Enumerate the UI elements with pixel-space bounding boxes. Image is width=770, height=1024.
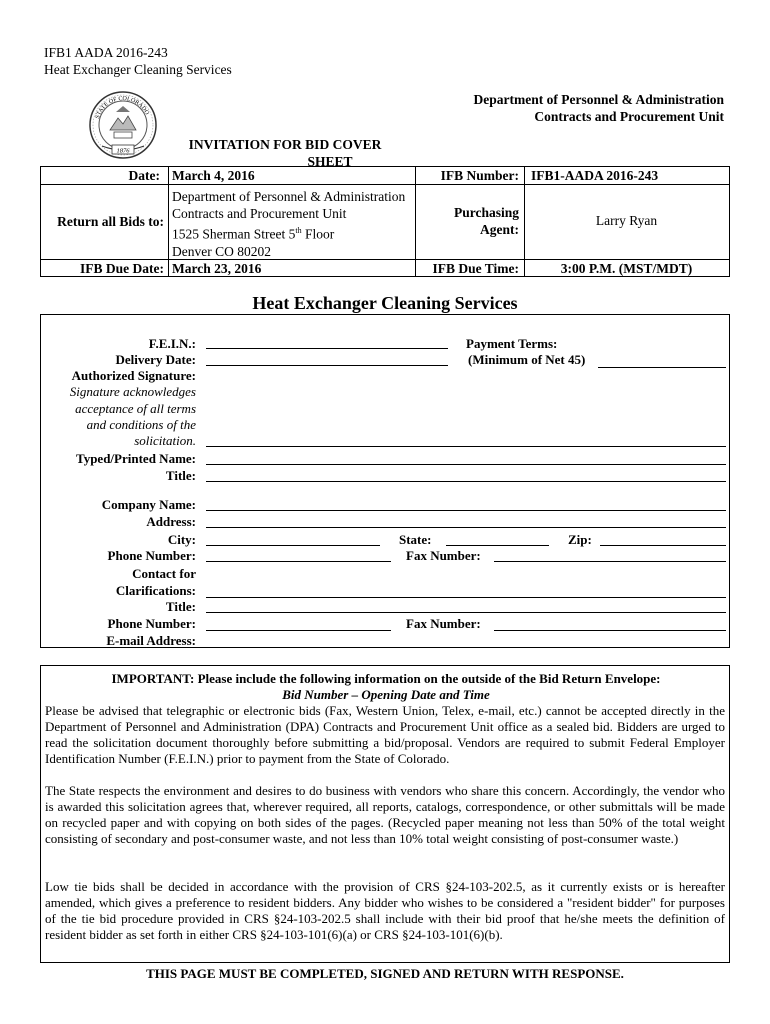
- ifb-number-label: IFB Number:: [440, 168, 519, 183]
- return-address-line1: Department of Personnel & Administration: [172, 189, 406, 204]
- return-address-line2: Contracts and Procurement Unit: [172, 206, 347, 221]
- vendor-info-form: [40, 314, 730, 648]
- fein-label: F.E.I.N.:: [148, 336, 196, 351]
- city-field[interactable]: [206, 545, 380, 546]
- address-label: Address:: [146, 514, 196, 529]
- contact-fax-label: Fax Number:: [406, 616, 481, 631]
- authorized-signature-label: Authorized Signature:: [71, 368, 196, 383]
- state-label: State:: [399, 532, 432, 547]
- ifb-id-line: IFB1 AADA 2016-243: [44, 45, 168, 60]
- typed-name-field[interactable]: [206, 464, 726, 465]
- bid-info-table: [40, 166, 730, 277]
- return-address-line3: 1525 Sherman Street 5th Floor: [172, 226, 335, 242]
- important-paragraph-2: The State respects the environment and desires to do business with vendors who share this concern. Accordingly, the vendor who is awarded this solicitation agrees that, wherever required, all reports, catalogs, correspondence, or other submittals will be made on recycled paper and with copying on both sides of the pages. (Recycled paper meaning not less than 50% of the total weight consisting of secondary and post-consumer waste, and not less than 10% total weight consisting of post-consumer waste.): [45, 783, 725, 846]
- contact-title-label: Title:: [165, 599, 196, 614]
- zip-label: Zip:: [568, 532, 592, 547]
- authorized-signature-field[interactable]: [206, 446, 726, 447]
- due-time-value: 3:00 P.M. (MST/MDT): [560, 261, 693, 276]
- signature-note-line4: solicitation.: [134, 433, 196, 448]
- fax-label: Fax Number:: [406, 548, 481, 563]
- payment-terms-label: Payment Terms:: [466, 336, 558, 351]
- cover-sheet-title-line1: INVITATION FOR BID COVER: [188, 137, 382, 152]
- company-name-label: Company Name:: [101, 497, 196, 512]
- cover-sheet-title: [150, 136, 420, 170]
- due-date-label: IFB Due Date:: [80, 261, 164, 276]
- cover-sheet-title-line2: SHEET: [307, 154, 353, 169]
- zip-field[interactable]: [600, 545, 726, 546]
- contact-label-line1: Contact for: [132, 566, 196, 581]
- return-address: [172, 188, 405, 260]
- due-time-label: IFB Due Time:: [432, 261, 519, 276]
- payment-terms-field[interactable]: [598, 367, 726, 368]
- return-bids-label: Return all Bids to:: [57, 214, 164, 229]
- contact-fax-field[interactable]: [494, 630, 726, 631]
- email-label: E-mail Address:: [106, 633, 196, 648]
- document-header: [44, 44, 232, 78]
- important-paragraph-3: Low tie bids shall be decided in accordance with the provision of CRS §24-103-202.5, as it currently exists or is hereafter amended, which gives a preference to resident bidders. Any bidder who wishes to be considered a "resident bidder" for purposes of the tie bid procedure provided in CRS §24-103-202.5 shall include with their bid proof that he/she meets the definition of resident bidder as set forth in either CRS §24-103-101(6)(a) or CRS §24-103-101(6)(b).: [45, 879, 725, 942]
- department-name: Department of Personnel & Administration: [473, 92, 724, 107]
- important-subheading: Bid Number – Opening Date and Time: [282, 687, 490, 702]
- title-label: Title:: [165, 468, 196, 483]
- unit-name: Contracts and Procurement Unit: [534, 109, 724, 124]
- important-notice: [40, 665, 730, 963]
- delivery-date-field[interactable]: [206, 365, 448, 366]
- important-paragraph-1: Please be advised that telegraphic or electronic bids (Fax, Western Union, Telex, e-mail, etc.) cannot be accepted directly in the Department of Personnel and Administration (DPA) Contracts and Procurement Unit office as a sealed bid. Bidders are urged to read the solicitation document thoroughly before submitting a bid/proposal. Vendors are required to submit Federal Employer Identification Number (F.E.I.N.) prior to payment from the State of Colorado.: [45, 703, 725, 766]
- title-field[interactable]: [206, 481, 726, 482]
- contact-field[interactable]: [206, 597, 726, 598]
- delivery-date-label: Delivery Date:: [115, 352, 196, 367]
- seal-text: STATE OF COLORADO: [94, 95, 150, 120]
- ifb-number-value: IFB1-AADA 2016-243: [531, 168, 659, 183]
- important-heading: IMPORTANT: Please include the following information on the outside of the Bid Return Envelope:: [111, 671, 661, 686]
- footer-instruction: THIS PAGE MUST BE COMPLETED, SIGNED AND RETURN WITH RESPONSE.: [146, 966, 624, 981]
- purchasing-agent-label: Purchasing Agent:: [453, 205, 519, 237]
- contact-title-field[interactable]: [206, 612, 726, 613]
- seal-year: 1876: [116, 147, 130, 155]
- section-title: Heat Exchanger Cleaning Services: [252, 293, 518, 313]
- phone-label: Phone Number:: [107, 548, 196, 563]
- contact-label-line2: Clarifications:: [115, 583, 196, 598]
- payment-terms-minimum: (Minimum of Net 45): [468, 352, 586, 367]
- date-value: March 4, 2016: [172, 168, 255, 183]
- contact-phone-field[interactable]: [206, 630, 391, 631]
- date-label: Date:: [128, 168, 160, 183]
- state-of-colorado-seal-icon: [88, 90, 158, 160]
- contact-phone-label: Phone Number:: [107, 616, 196, 631]
- due-date-value: March 23, 2016: [172, 261, 262, 276]
- signature-note-line2: acceptance of all terms: [75, 401, 196, 416]
- typed-name-label: Typed/Printed Name:: [76, 451, 196, 466]
- fax-field[interactable]: [494, 561, 726, 562]
- phone-field[interactable]: [206, 561, 391, 562]
- signature-note-line3: and conditions of the: [86, 417, 196, 432]
- fein-field[interactable]: [206, 348, 448, 349]
- department-heading: [474, 91, 724, 125]
- purchasing-agent-value: Larry Ryan: [595, 213, 658, 228]
- state-field[interactable]: [446, 545, 549, 546]
- company-name-field[interactable]: [206, 510, 726, 511]
- signature-note-line1: Signature acknowledges: [69, 384, 196, 399]
- service-title-line: Heat Exchanger Cleaning Services: [44, 62, 232, 77]
- return-address-line4: Denver CO 80202: [172, 243, 271, 259]
- city-label: City:: [167, 532, 196, 547]
- address-field[interactable]: [206, 527, 726, 528]
